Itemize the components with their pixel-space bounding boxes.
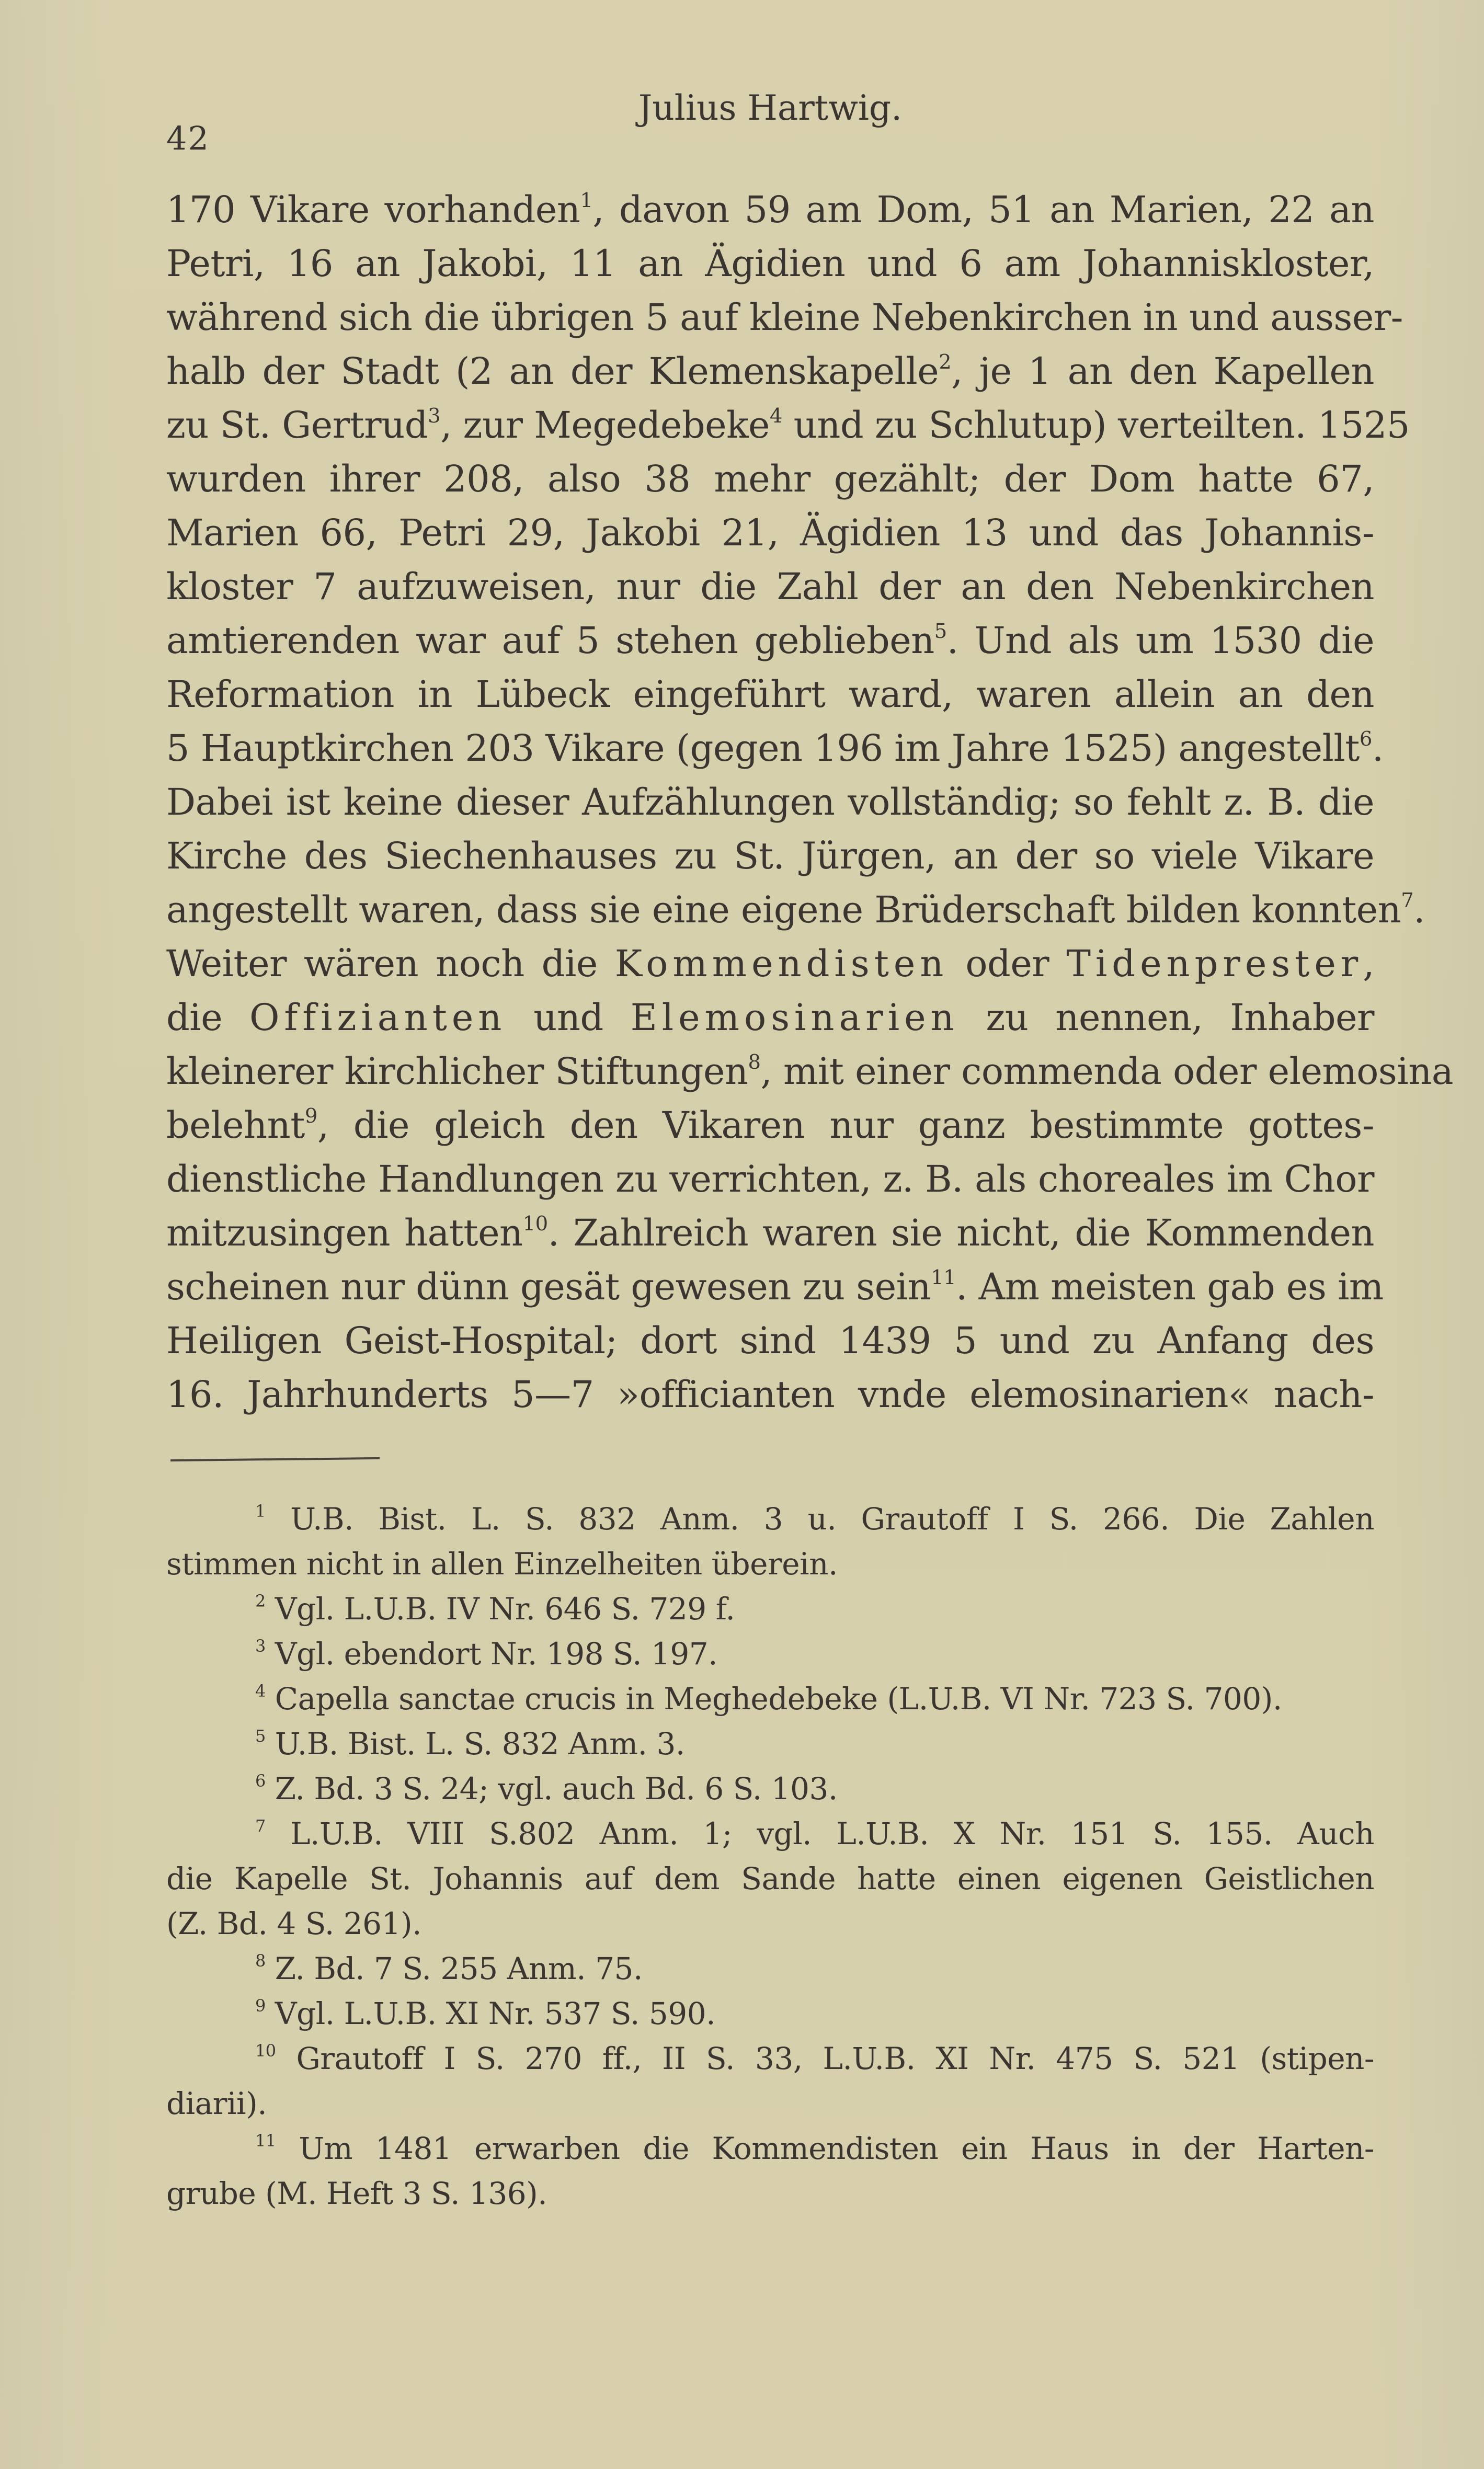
footnote-text: Um 1481 erwarben die Kommendisten ein Haus in der Harten-	[299, 2131, 1375, 2166]
footnote-11	[166, 2126, 1374, 2216]
line-text: , die gleich den Vikaren nur ganz bestimmte gottes-	[317, 1104, 1374, 1147]
spaced-term: Elemosinarien	[630, 996, 959, 1039]
line-text: Kirche des Siechenhauses zu St. Jürgen, an der so viele Vikare	[166, 835, 1374, 877]
footnote-number: 11	[255, 2131, 276, 2151]
line-text: Heiligen Geist-Hospital; dort sind 1439 5 und zu Anfang des	[166, 1319, 1374, 1362]
footnote-ref[interactable]: 11	[931, 1266, 956, 1290]
body-line	[166, 183, 1374, 237]
footnote-text: Capella sanctae crucis in Meghedebeke (L.U.B. VI Nr. 723 S. 700).	[275, 1681, 1282, 1717]
footnote-ref[interactable]: 8	[748, 1050, 761, 1075]
line-text: 16. Jahrhunderts 5—7 »officianten vnde elemosinarien« nach-	[166, 1373, 1374, 1416]
footnote-text: Vgl. ebendort Nr. 198 S. 197.	[275, 1636, 718, 1672]
footnote-text: Grautoff I S. 270 ff., II S. 33, L.U.B. XI Nr. 475 S. 521 (stipen-	[296, 2041, 1375, 2076]
line-text: 170 Vikare vorhanden	[166, 188, 580, 231]
spaced-term: Offizianten	[249, 996, 507, 1039]
footnote-1	[166, 1496, 1374, 1586]
footnote-text: Vgl. L.U.B. IV Nr. 646 S. 729 f.	[275, 1591, 735, 1627]
running-title: Julius Hartwig.	[638, 88, 903, 128]
body-line	[166, 1152, 1374, 1206]
footnote-line	[166, 1766, 1374, 1811]
footnote-line	[166, 1496, 1374, 1541]
footnote-text: L.U.B. VIII S.802 Anm. 1; vgl. L.U.B. X Nr. 151 S. 155. Auch	[290, 1816, 1375, 1851]
footnote-text: U.B. Bist. L. S. 832 Anm. 3.	[275, 1726, 685, 1762]
line-text: Petri, 16 an Jakobi, 11 an Ägidien und 6 am Johanniskloster,	[166, 242, 1374, 285]
footnote-8	[166, 1946, 1374, 1991]
body-line	[166, 991, 1374, 1045]
line-text: 5 Hauptkirchen 203 Vikare (gegen 196 im Jahre 1525) angestellt	[166, 727, 1360, 770]
footnote-number: 8	[255, 1951, 266, 1971]
footnote-ref[interactable]: 4	[769, 404, 782, 428]
footnote-7	[166, 1811, 1374, 1946]
footnote-text: Vgl. L.U.B. XI Nr. 537 S. 590.	[275, 1996, 716, 2031]
line-text: die	[166, 996, 250, 1039]
body-line	[166, 1045, 1454, 1099]
footnote-line	[166, 1946, 1374, 1991]
footnote-ref[interactable]: 9	[304, 1104, 317, 1128]
line-text: belehnt	[166, 1104, 305, 1147]
footnote-number: 3	[255, 1636, 266, 1656]
footnote-6	[166, 1766, 1374, 1811]
body-line	[166, 722, 1384, 775]
footnote-5	[166, 1721, 1374, 1766]
footnote-text: (Z. Bd. 4 S. 261).	[166, 1906, 422, 1941]
footnote-line	[166, 2126, 1374, 2171]
footnote-number: 5	[255, 1726, 266, 1746]
footnote-separator-rule	[170, 1457, 380, 1461]
line-text: zu St. Gertrud	[166, 404, 428, 447]
footnote-ref[interactable]: 3	[428, 404, 441, 428]
footnote-line	[166, 1901, 1374, 1946]
footnote-3	[166, 1631, 1374, 1676]
page-number: 42	[166, 119, 210, 157]
line-text: angestellt waren, dass sie eine eigene Brüderschaft bilden konnten	[166, 888, 1401, 931]
footnote-number: 10	[255, 2041, 276, 2061]
footnote-text: diarii).	[166, 2086, 267, 2121]
footnote-10	[166, 2036, 1374, 2126]
line-text: , je 1 an den Kapellen	[951, 350, 1374, 393]
footnote-number: 1	[255, 1501, 266, 1522]
footnote-ref[interactable]: 10	[522, 1212, 548, 1236]
line-text: Marien 66, Petri 29, Jakobi 21, Ägidien 13 und das Johannis-	[166, 511, 1374, 554]
footnote-line	[166, 1631, 1374, 1676]
footnote-text: Z. Bd. 7 S. 255 Anm. 75.	[275, 1951, 643, 1986]
line-text: .	[1413, 888, 1425, 931]
footnotes	[166, 1496, 1374, 2216]
footnote-text: Z. Bd. 3 S. 24; vgl. auch Bd. 6 S. 103.	[275, 1771, 838, 1807]
footnote-ref[interactable]: 5	[934, 620, 947, 644]
footnote-line	[166, 1586, 1374, 1631]
footnote-line	[166, 1541, 1374, 1586]
footnote-text: U.B. Bist. L. S. 832 Anm. 3 u. Grautoff I S. 266. Die Zahlen	[290, 1501, 1374, 1537]
body-line	[166, 1260, 1384, 1314]
body-line	[166, 560, 1374, 614]
line-text: .	[1372, 727, 1384, 770]
footnote-number: 2	[255, 1591, 266, 1611]
footnote-line	[166, 1811, 1374, 1856]
line-text: mitzusingen hatten	[166, 1211, 523, 1254]
body-text	[166, 183, 1454, 1422]
footnote-2	[166, 1586, 1374, 1631]
footnote-number: 7	[255, 1816, 266, 1836]
body-line	[166, 452, 1374, 506]
line-text: . Zahlreich waren sie nicht, die Kommenden	[547, 1211, 1375, 1254]
line-text: dienstliche Handlungen zu verrichten, z. B. als choreales im Chor	[166, 1158, 1374, 1201]
footnote-line	[166, 2081, 1374, 2126]
body-line	[166, 506, 1374, 560]
body-line	[166, 291, 1403, 345]
line-text: während sich die übrigen 5 auf kleine Nebenkirchen in und ausser-	[166, 296, 1403, 339]
footnote-line	[166, 2171, 1374, 2216]
line-text: scheinen nur dünn gesät gewesen zu sein	[166, 1265, 931, 1308]
footnote-number: 6	[255, 1771, 266, 1791]
footnote-text: grube (M. Heft 3 S. 136).	[166, 2176, 547, 2211]
line-text: halb der Stadt (2 an der Klemenskapelle	[166, 350, 939, 393]
footnote-ref[interactable]: 1	[580, 189, 593, 213]
line-text: kloster 7 aufzuweisen, nur die Zahl der an den Nebenkirchen	[166, 565, 1374, 608]
body-line	[166, 1368, 1374, 1422]
body-line	[166, 1314, 1374, 1368]
body-line	[166, 937, 1374, 991]
body-line	[166, 775, 1374, 829]
line-text: kleinerer kirchlicher Stiftungen	[166, 1050, 748, 1093]
line-text: , davon 59 am Dom, 51 an Marien, 22 an	[592, 188, 1374, 231]
footnote-line	[166, 1856, 1374, 1901]
line-text: , mit einer commenda oder elemosina	[760, 1050, 1454, 1093]
body-line	[166, 1099, 1374, 1152]
line-text: . Am meisten gab es im	[956, 1265, 1384, 1308]
footnote-9	[166, 1991, 1374, 2036]
body-line	[166, 345, 1374, 398]
line-text: oder	[948, 942, 1067, 985]
footnote-ref[interactable]: 2	[939, 350, 952, 374]
line-text: zu nennen, Inhaber	[958, 996, 1374, 1039]
line-text: . Und als um 1530 die	[946, 619, 1374, 662]
running-head	[166, 88, 1374, 157]
body-line	[166, 398, 1410, 452]
line-text: und zu Schlutup) verteilten. 1525	[782, 404, 1410, 447]
line-text: und	[506, 996, 631, 1039]
footnote-line	[166, 1721, 1374, 1766]
line-text: wurden ihrer 208, also 38 mehr gezählt; der Dom hatte 67,	[166, 458, 1374, 500]
spaced-term: Tidenprester	[1066, 942, 1363, 985]
body-line	[166, 237, 1374, 291]
body-line	[166, 668, 1374, 722]
footnote-number: 9	[255, 1996, 266, 2016]
line-text: , zur Megedebeke	[440, 404, 770, 447]
body-line	[166, 1206, 1374, 1260]
line-text: amtierenden war auf 5 stehen geblieben	[166, 619, 934, 662]
body-line	[166, 829, 1374, 883]
footnote-text: die Kapelle St. Johannis auf dem Sande hatte einen eigenen Geistlichen	[166, 1861, 1374, 1896]
footnote-line	[166, 1991, 1374, 2036]
body-line	[166, 614, 1374, 668]
line-text: Weiter wären noch die	[166, 942, 615, 985]
spaced-term: Kommendisten	[614, 942, 949, 985]
footnote-line	[166, 1676, 1374, 1721]
footnote-4	[166, 1676, 1374, 1721]
body-line	[166, 883, 1425, 937]
line-text: Dabei ist keine dieser Aufzählungen vollständig; so fehlt z. B. die	[166, 781, 1374, 824]
footnote-ref[interactable]: 7	[1401, 889, 1414, 913]
line-text: ,	[1363, 942, 1374, 985]
footnote-line	[166, 2036, 1374, 2081]
footnote-ref[interactable]: 6	[1359, 727, 1372, 751]
footnote-text: stimmen nicht in allen Einzelheiten überein.	[166, 1546, 838, 1582]
footnote-number: 4	[255, 1681, 266, 1701]
line-text: Reformation in Lübeck eingeführt ward, waren allein an den	[166, 673, 1374, 716]
